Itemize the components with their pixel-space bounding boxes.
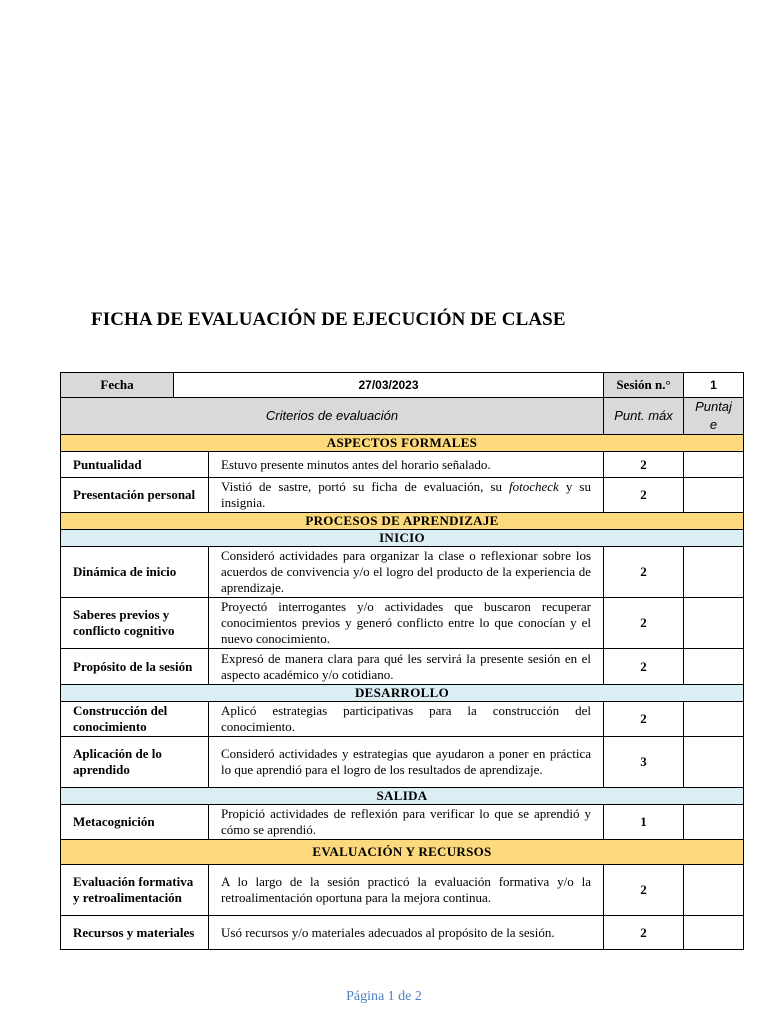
row-description: Expresó de manera clara para qué les servirá la presente sesión en el aspecto académico y/o cotidiano. (209, 649, 604, 685)
section-desarrollo: DESARROLLO (61, 685, 744, 702)
row-max-points: 2 (604, 649, 684, 685)
row-description: Consideró actividades para organizar la clase o reflexionar sobre los acuerdos de convivencia y/o el logro del producto de la experiencia de aprendizaje. (209, 547, 604, 598)
row-label: Presentación personal (61, 478, 209, 513)
criterios-header: Criterios de evaluación (61, 398, 604, 435)
row-score-cell[interactable] (684, 737, 744, 788)
row-score-cell[interactable] (684, 702, 744, 737)
row-label: Saberes previos y conflicto cognitivo (61, 598, 209, 649)
row-label: Recursos y materiales (61, 916, 209, 950)
row-score-cell[interactable] (684, 452, 744, 478)
section-salida: SALIDA (61, 788, 744, 805)
punt-max-header: Punt. máx (604, 398, 684, 435)
row-max-points: 2 (604, 478, 684, 513)
row-description: A lo largo de la sesión practicó la evaluación formativa y/o la retroalimentación oportuna para la mejora continua. (209, 865, 604, 916)
row-max-points: 2 (604, 916, 684, 950)
row-description: Proyectó interrogantes y/o actividades que buscaron recuperar conocimientos previos y generó conflicto entre lo que conocían y el nuevo conocimiento. (209, 598, 604, 649)
section-inicio: INICIO (61, 530, 744, 547)
row-description-emphasis: fotocheck (509, 479, 559, 494)
row-max-points: 3 (604, 737, 684, 788)
table-row (61, 737, 744, 788)
sesion-label: Sesión n.° (604, 373, 684, 398)
fecha-value: 27/03/2023 (174, 373, 604, 398)
row-description: Usó recursos y/o materiales adecuados al propósito de la sesión. (209, 916, 604, 950)
row-description: Propició actividades de reflexión para verificar lo que se aprendió y cómo se aprendió. (209, 805, 604, 840)
row-max-points: 2 (604, 702, 684, 737)
row-score-cell[interactable] (684, 805, 744, 840)
row-score-cell[interactable] (684, 547, 744, 598)
row-score-cell[interactable] (684, 916, 744, 950)
evaluation-table (60, 372, 744, 950)
section-procesos: PROCESOS DE APRENDIZAJE (61, 513, 744, 530)
row-max-points: 1 (604, 805, 684, 840)
row-score-cell[interactable] (684, 865, 744, 916)
table-row (61, 547, 744, 598)
table-row (61, 649, 744, 685)
row-description: Consideró actividades y estrategias que ayudaron a poner en práctica lo que aprendió para el logro de los resultados de aprendizaje. (209, 737, 604, 788)
row-score-cell[interactable] (684, 478, 744, 513)
row-label: Evaluación formativa y retroalimentación (61, 865, 209, 916)
table-row (61, 702, 744, 737)
row-description: Estuvo presente minutos antes del horario señalado. (209, 452, 604, 478)
row-score-cell[interactable] (684, 598, 744, 649)
row-description: Aplicó estrategias participativas para la construcción del conocimiento. (209, 702, 604, 737)
sesion-value: 1 (684, 373, 744, 398)
table-row (61, 478, 744, 513)
puntaje-header-line2: e (709, 417, 718, 432)
table-row (61, 452, 744, 478)
row-label: Aplicación de lo aprendido (61, 737, 209, 788)
row-score-cell[interactable] (684, 649, 744, 685)
row-description-part: y su insignia. (221, 479, 591, 510)
table-row (61, 916, 744, 950)
table-row (61, 598, 744, 649)
row-max-points: 2 (604, 598, 684, 649)
document-title: FICHA DE EVALUACIÓN DE EJECUCIÓN DE CLASE (91, 309, 566, 330)
section-aspectos-formales: ASPECTOS FORMALES (61, 435, 744, 452)
puntaje-header (684, 398, 744, 435)
row-label: Dinámica de inicio (61, 547, 209, 598)
table-row (61, 805, 744, 840)
row-label: Construcción del conocimiento (61, 702, 209, 737)
row-max-points: 2 (604, 547, 684, 598)
fecha-label: Fecha (61, 373, 174, 398)
row-description-part: Vistió de sastre, portó su ficha de evaluación, su (221, 479, 509, 494)
row-max-points: 2 (604, 452, 684, 478)
page-footer: Página 1 de 2 (346, 989, 422, 1004)
row-max-points: 2 (604, 865, 684, 916)
row-label: Propósito de la sesión (61, 649, 209, 685)
row-label: Metacognición (61, 805, 209, 840)
table-row (61, 865, 744, 916)
puntaje-header-line1: Puntaj (695, 399, 732, 414)
row-description (209, 478, 604, 513)
row-label: Puntualidad (61, 452, 209, 478)
section-evaluacion-recursos: EVALUACIÓN Y RECURSOS (61, 840, 744, 865)
